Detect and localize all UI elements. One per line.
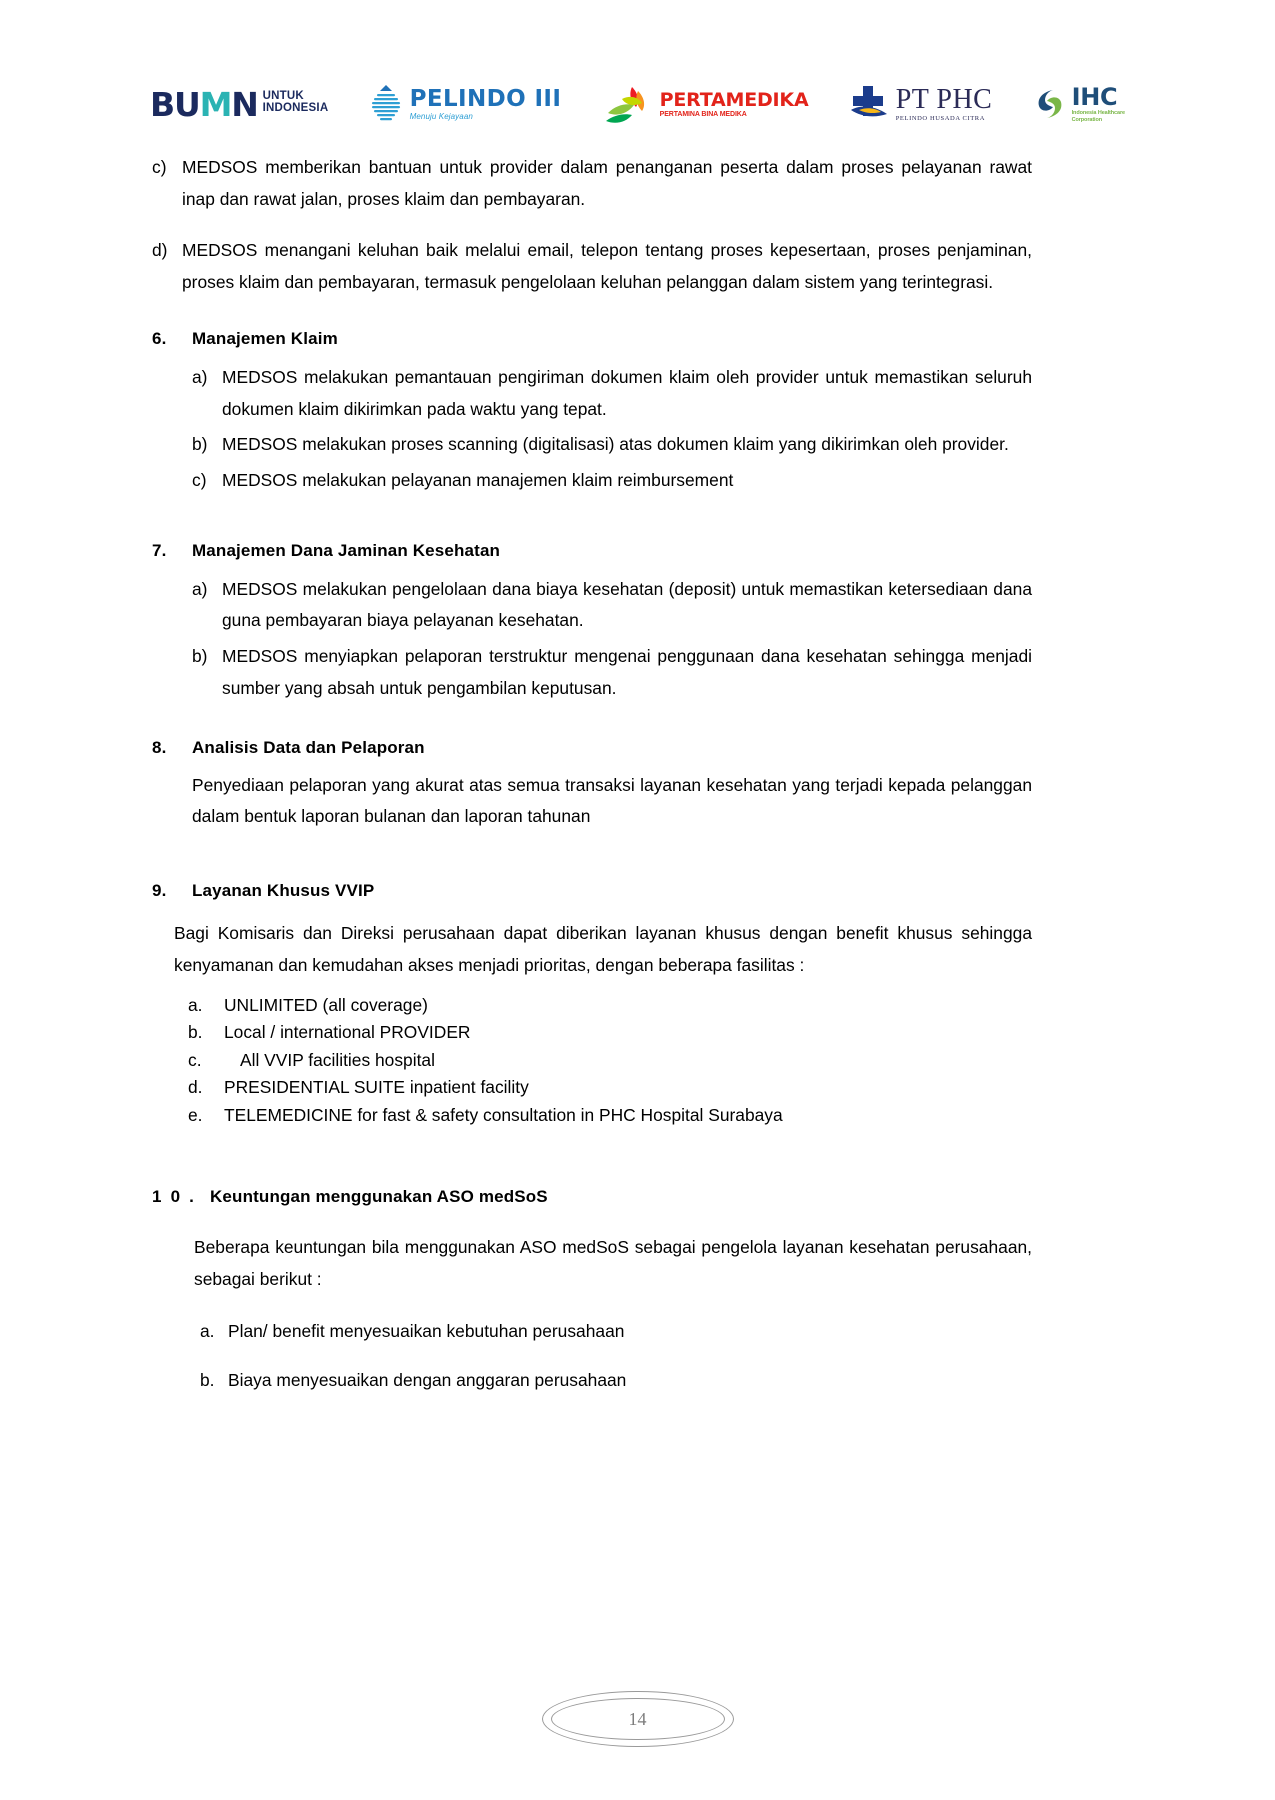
page-footer <box>0 1684 1275 1754</box>
list-item-text: MEDSOS menyiapkan pelaporan terstruktur mengenai penggunaan dana kesehatan sehingga menjadi sumber yang absah untuk pengambilan keputusan. <box>222 646 1032 698</box>
list-marker: c) <box>192 469 207 490</box>
list-item-9d <box>188 1074 1032 1102</box>
pertamedika-text-block <box>659 88 809 118</box>
document-body <box>152 140 1032 1417</box>
list-item-text: Local / international PROVIDER <box>224 1022 471 1042</box>
list-item-c <box>152 152 1032 215</box>
list-marker: d. <box>188 1077 203 1097</box>
ihc-leaf-icon <box>1033 88 1067 120</box>
partner-logo-band <box>150 78 1125 130</box>
list-item-d <box>152 235 1032 298</box>
list-item-text: MEDSOS memberikan bantuan untuk provider dalam penanganan peserta dalam proses pelayanan rawat inap dan rawat jalan, proses klaim dan pembayaran. <box>182 157 1032 209</box>
ihc-logo <box>1033 80 1125 128</box>
phc-tagline: PELINDO HUSADA CITRA <box>895 114 985 122</box>
list-marker: b. <box>188 1022 203 1042</box>
page-number-inner-ellipse <box>551 1698 725 1740</box>
list-item-text: MEDSOS melakukan proses scanning (digitalisasi) atas dokumen klaim yang dikirimkan oleh provider. <box>222 434 1009 455</box>
list-marker: a. <box>188 994 203 1015</box>
list-marker: a) <box>192 366 208 387</box>
list-item-6a <box>192 362 1032 425</box>
list-marker: a. <box>200 1320 215 1341</box>
pelindo-diamond-icon <box>369 84 403 124</box>
section-9-paragraph: Bagi Komisaris dan Direksi perusahaan dapat diberikan layanan khusus dengan benefit khusus sehingga kenyamanan dan kemudahan akses menjadi prioritas, dengan beberapa fasilitas : <box>174 923 1032 975</box>
section-heading-6 <box>152 325 1032 352</box>
list-item-9b <box>188 1019 1032 1047</box>
list-marker: b) <box>192 646 208 667</box>
section-heading-9 <box>152 877 1032 904</box>
list-item-10a <box>200 1318 1032 1346</box>
list-item-text: MEDSOS melakukan pemantauan pengiriman dokumen klaim oleh provider untuk memastikan seluruh dokumen klaim dikirimkan pada waktu yang tepat. <box>222 366 1032 419</box>
section-title: Analisis Data dan Pelaporan <box>192 738 425 758</box>
section-10-paragraph: Beberapa keuntungan bila menggunakan ASO medSoS sebagai pengelola layanan kesehatan perusahaan, sebagai berikut : <box>194 1237 1032 1289</box>
pelindo-tagline: Menuju Kejayaan <box>409 111 473 121</box>
section-title: Manajemen Klaim <box>192 328 338 348</box>
ihc-text-block <box>1072 85 1125 122</box>
section-title: Manajemen Dana Jaminan Kesehatan <box>192 540 501 560</box>
list-marker: a) <box>192 578 208 599</box>
section-number: 1 0 . <box>152 1187 197 1206</box>
list-item-7b <box>192 641 1032 704</box>
bumn-wordmark-icon: BUMN <box>150 84 258 124</box>
section-heading-7 <box>152 537 1032 564</box>
pertamedika-tagline: PERTAMINA BINA MEDIKA <box>659 110 747 118</box>
list-item-text: MEDSOS menangani keluhan baik melalui email, telepon tentang proses kepesertaan, proses penjaminan, proses klaim dan pembayaran, termasuk pengelolaan keluhan pelanggan dalam sistem yang terintegrasi. <box>182 240 1032 293</box>
list-marker: e. <box>188 1104 203 1125</box>
list-marker: c) <box>152 157 167 177</box>
ihc-title: IHC <box>1071 83 1118 112</box>
list-item-text: Biaya menyesuaikan dengan anggaran perusahaan <box>228 1370 627 1391</box>
list-item-text: Plan/ benefit menyesuaikan kebutuhan perusahaan <box>228 1320 625 1341</box>
pelindo-text-block <box>409 85 562 121</box>
pelindo-title: PELINDO III <box>409 85 562 112</box>
list-marker: b) <box>192 434 208 455</box>
pertamedika-title: PERTAMEDIKA <box>659 88 809 111</box>
list-marker: c. <box>188 1049 202 1070</box>
list-item-6b <box>192 429 1032 461</box>
bumn-tagline: UNTUK INDONESIA <box>262 90 329 114</box>
phc-cross-icon <box>849 84 891 124</box>
section-title: Keuntungan menggunakan ASO medSoS <box>210 1187 548 1206</box>
section-number: 8. <box>152 738 167 758</box>
list-item-7a <box>192 574 1032 637</box>
section-number: 6. <box>152 328 167 348</box>
phc-text-block <box>895 83 993 123</box>
section-heading-8 <box>152 734 1032 761</box>
section-8-paragraph: Penyediaan pelaporan yang akurat atas semua transaksi layanan kesehatan yang terjadi kepada pelanggan dalam bentuk laporan bulanan dan laporan tahunan <box>192 774 1032 827</box>
section-9-list <box>188 992 1032 1130</box>
list-item-9e <box>188 1102 1032 1130</box>
page-number: 14 <box>628 1708 647 1729</box>
pertamedika-logo <box>602 80 809 128</box>
list-item-text: MEDSOS melakukan pelayanan manajemen klaim reimbursement <box>222 469 734 490</box>
page-number-outer-ellipse <box>542 1691 734 1747</box>
pelindo-logo <box>369 80 562 128</box>
list-item-text: UNLIMITED (all coverage) <box>224 994 428 1015</box>
ihc-tagline: Indonesia Healthcare Corporation <box>1071 110 1125 123</box>
list-marker: d) <box>152 240 168 261</box>
pt-phc-logo <box>849 80 993 128</box>
list-item-10b <box>200 1367 1032 1395</box>
bumn-logo <box>150 80 328 128</box>
list-item-text: MEDSOS melakukan pengelolaan dana biaya kesehatan (deposit) untuk memastikan ketersediaan dana guna pembayaran biaya pelayanan kesehatan. <box>222 578 1032 631</box>
section-title: Layanan Khusus VVIP <box>192 880 375 900</box>
list-marker: b. <box>200 1370 215 1391</box>
list-item-text: PRESIDENTIAL SUITE inpatient facility <box>224 1077 529 1097</box>
section-number: 9. <box>152 880 167 900</box>
list-item-9a <box>188 992 1032 1020</box>
section-heading-10 <box>152 1183 1032 1210</box>
list-item-6c <box>192 465 1032 497</box>
list-item-text: TELEMEDICINE for fast & safety consultation in PHC Hospital Surabaya <box>224 1104 783 1125</box>
phc-title: PT PHC <box>895 83 993 115</box>
section-number: 7. <box>152 540 167 560</box>
list-item-text: All VVIP facilities hospital <box>240 1049 435 1070</box>
pertamedika-leaf-icon <box>602 83 654 125</box>
list-item-9c <box>188 1047 1032 1075</box>
section-10-list <box>200 1318 1032 1396</box>
